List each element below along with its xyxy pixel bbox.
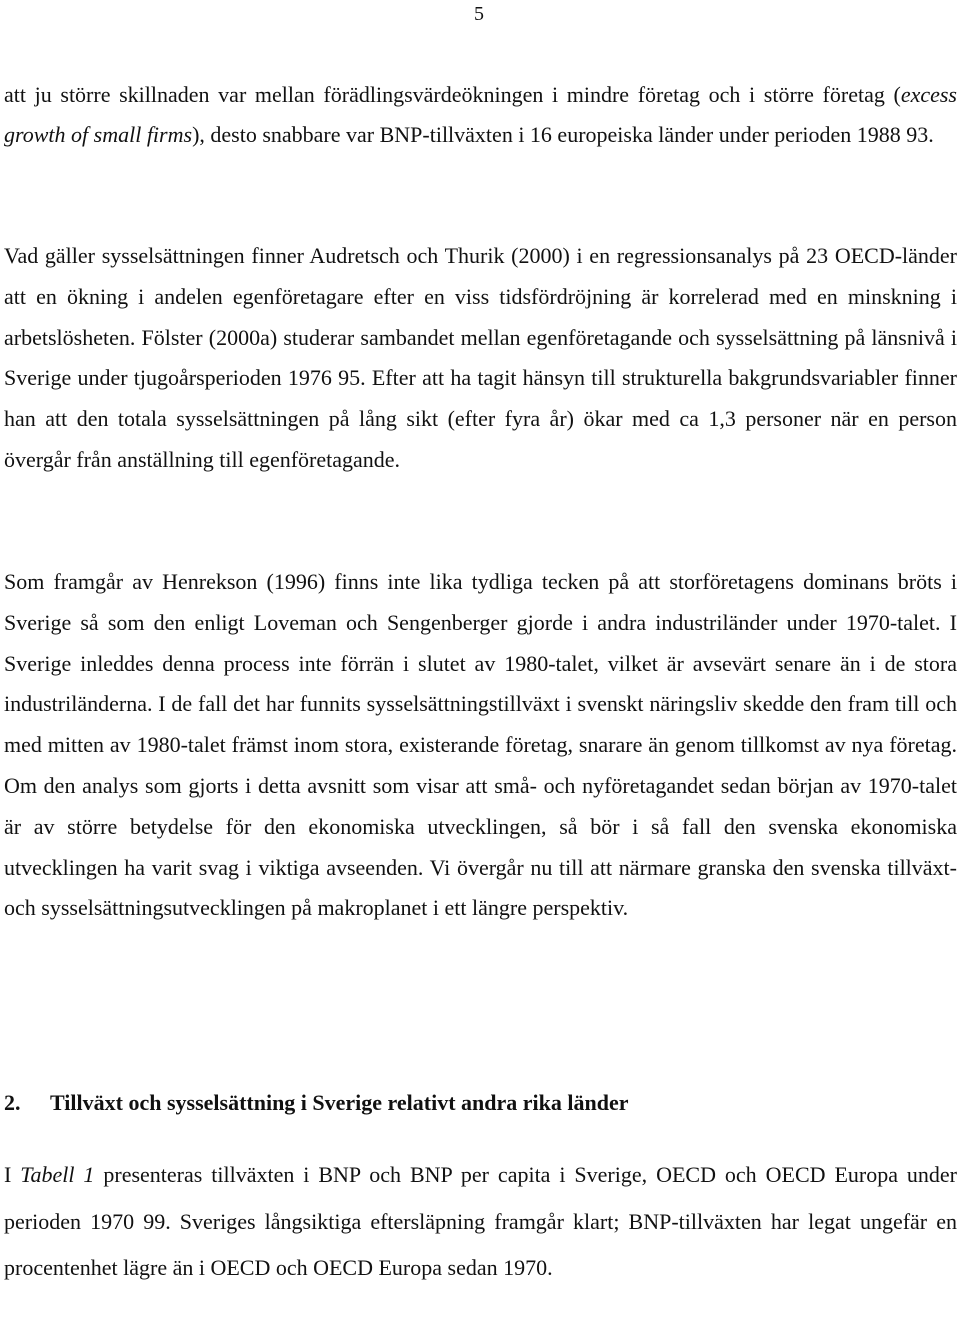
section-heading (4, 1083, 957, 1123)
paragraph-1 (4, 75, 957, 155)
paragraph-3: Som framgår av Henrekson (1996) finns inte lika tydliga tecken på att storföretagens dominans bröts i Sverige så som den enligt Loveman och Sengenberger gjorde i andra industriländer under 1970-talet. I Sverige inleddes denna process inte förrän i slutet av 1980-talet, vilket är avsevärt senare än i de stora industriländerna. I de fall det har funnits sysselsättningstillväxt i svenskt näringsliv skedde den fram till och med mitten av 1980-talet främst inom stora, existerande företag, snarare än genom tillkomst av nya företag. Om den analys som gjorts i detta avsnitt som visar att små- och nyföretagandet sedan början av 1970-talet är av större betydelse för den ekonomiska utvecklingen, så bör i så fall den svenska ekonomiska utvecklingen ha varit svag i viktiga avseenden. Vi övergår nu till att närmare granska den svenska tillväxt- och sysselsättningsutvecklingen på makroplanet i ett längre perspektiv. (4, 569, 957, 921)
paragraph-2: Vad gäller sysselsättningen finner Audretsch och Thurik (2000) i en regressionsanalys på 23 OECD-länder att en ökning i andelen egenföretagare efter en viss tidsfördröjning är korrelerad med en minskning i arbetslösheten. Fölster (2000a) studerar sambandet mellan egenföretagande och sysselsättning på länsnivå i Sverige under tjugoårsperioden 1976 95. Efter att ha tagit hänsyn till strukturella bakgrundsvariabler finner han att den totala sysselsättningen på lång sikt (efter fyra år) ökar med ca 1,3 personer när en person övergår från anställning till egenföretagande. (4, 243, 957, 472)
section-title: Tillväxt och sysselsättning i Sverige relativt andra rika länder (50, 1090, 629, 1115)
paragraph-4-table-reference: Tabell 1 (20, 1162, 95, 1187)
section-number: 2. (4, 1090, 21, 1115)
paragraph-4-text-b: presenteras tillväxten i BNP och BNP per capita i Sverige, OECD och OECD Europa under perioden 1970 99. Sveriges långsiktiga eftersläpning framgår klart; BNP-tillväxten har legat ungefär en procentenhet lägre än i OECD och OECD Europa sedan 1970. (4, 1162, 958, 1280)
paragraph-4 (4, 1152, 957, 1292)
paragraph-1-italic-term: excess growth of small firms (4, 82, 957, 147)
paragraph-1-text-b: ), desto snabbare var BNP-tillväxten i 16 europeiska länder under perioden 1988 93. (192, 122, 934, 147)
page-number: 5 (474, 3, 484, 25)
paragraph-4-text-a: I (4, 1162, 21, 1187)
paragraph-1-text-a: att ju större skillnaden var mellan förädlingsvärdeökningen i mindre företag och i större företag ( (4, 82, 901, 107)
